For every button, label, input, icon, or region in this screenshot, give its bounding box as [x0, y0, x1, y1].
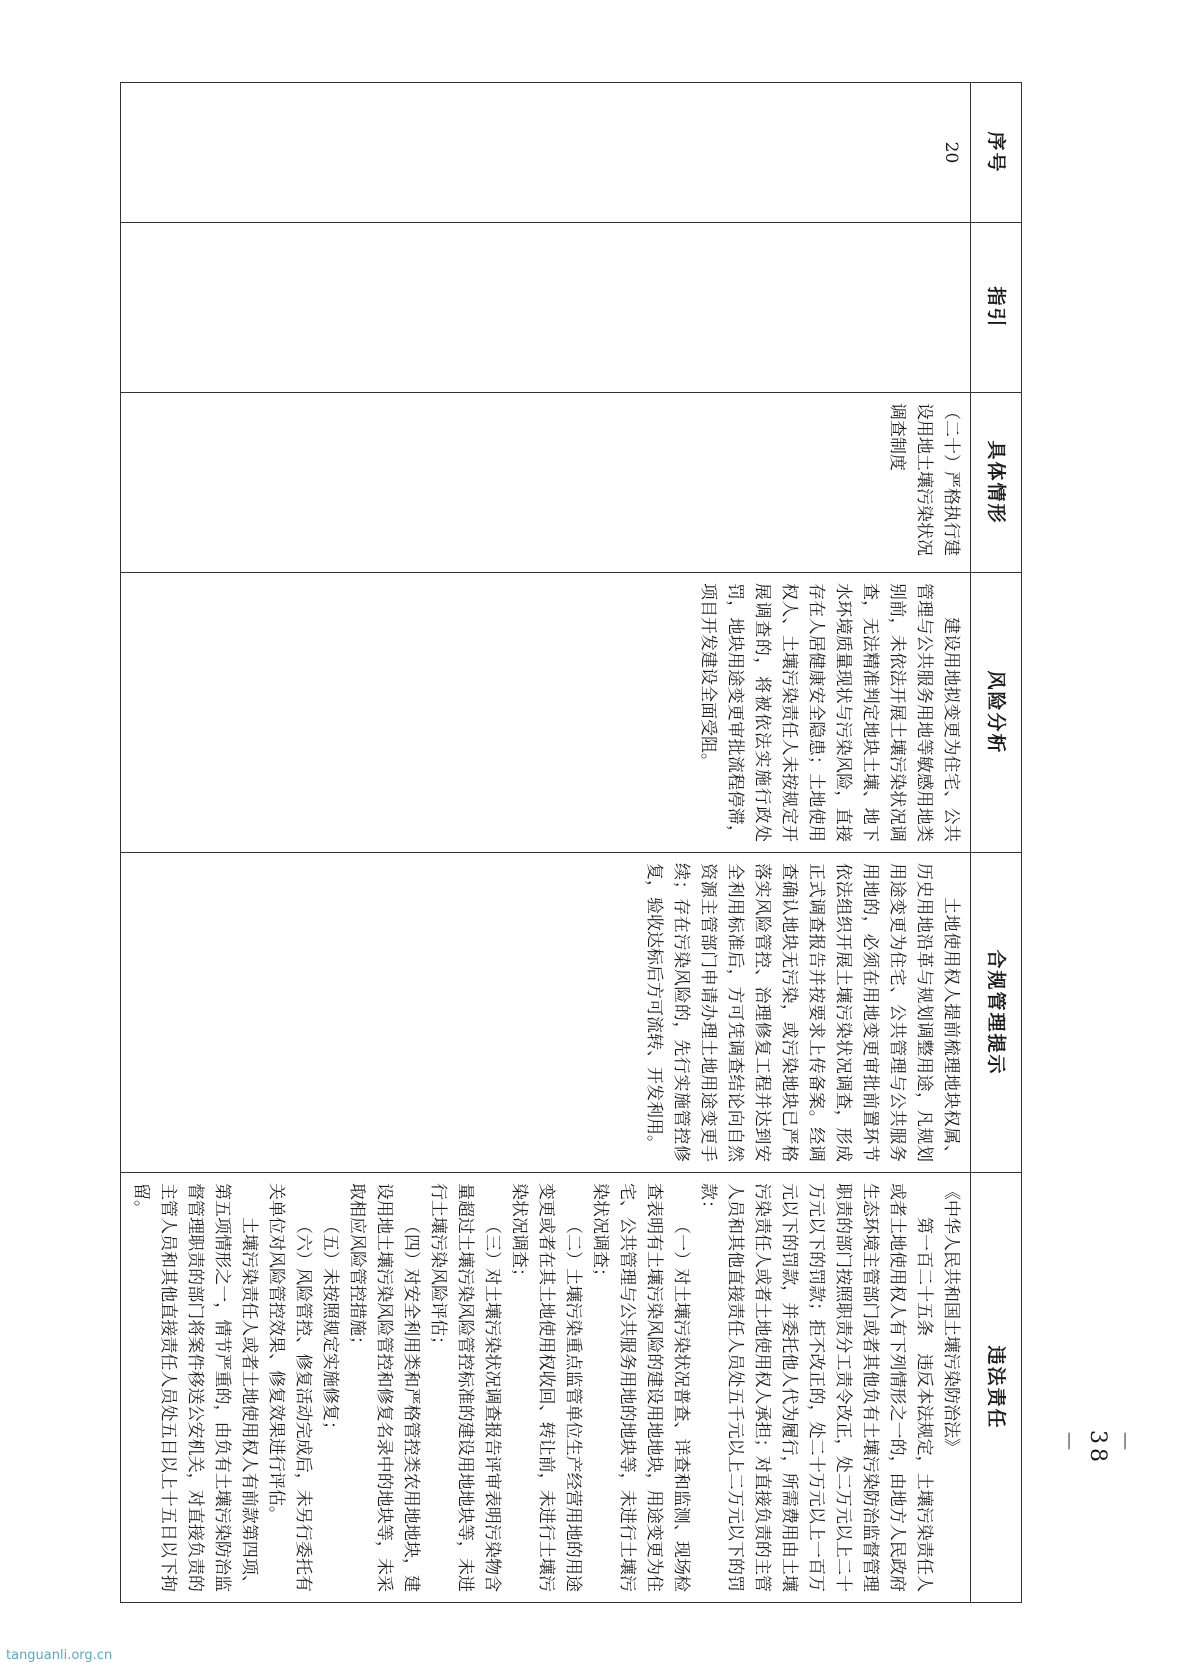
table-row: [121, 83, 971, 1603]
rotated-table-wrapper: [131, 82, 1022, 1602]
liability-paragraph: 第一百二十五条 违反本法规定，土壤污染责任人或者土地使用权人有下列情形之一的，由地方人民政府生态环境主管部门或者其他负有土壤污染防治监督管理职责的部门按照职责分工责令改正，处二万元以上二十万元以下的罚款；拒不改正的，处二十万元以上一百万元以下的罚款，并委托他人代为履行，所需费用由土壤污染责任人或者土地使用权人承担；对直接负责的主管人员和其他直接责任人员处五千元以上二万元以下的罚款：: [698, 1183, 934, 1592]
cell-tips: 土地使用权人提前梳理地块权属、历史用地沿革与规划调整用途，凡规划用途变更为住宅、公共管理与公共服务用地的，必须在用地变更审批前置环节依法组织开展土壤污染状况调查，形成正式调查报告并按要求上传备案。经调查确认地块无污染，或污染地块已严格落实风险管控、治理修复工程并达到安全利用标准后，方可凭调查结论向自然资源主管部门申请办理土地用途变更手续；存在污染风险的，先行实施管控修复，验收达标后方可流转、开发利用。: [121, 853, 971, 1173]
liability-paragraph: （二）土壤污染重点监管单位生产经营用地的用途变更或者在其土地使用权收回、转让前，未进行土壤污染状况调查；: [509, 1183, 583, 1592]
liability-paragraph: （一）对土壤污染状况普查、详查和监测、现场检查表明有土壤污染风险的建设用地地块，用途变更为住宅、公共管理与公共服务用地的地块等，未进行土壤污染状况调查；: [590, 1183, 691, 1592]
header-risk: 风险分析: [971, 573, 1022, 853]
table-header-row: [971, 83, 1022, 1603]
liability-paragraph: （四）对安全利用类和严格管控类农用地地块，建设用地土壤污染风险管控和修复名录中的地块等，未采取相应风险管控措施；: [347, 1183, 421, 1592]
cell-guide: [121, 223, 971, 393]
regulation-table: [120, 82, 1022, 1603]
cell-risk: 建设用地拟变更为住宅、公共管理与公共服务用地等敏感用地类别前，未依法开展土壤污染状况调查，无法精准判定地块土壤、地下水环境质量现状与污染风险，直接存在人居健康安全隐患；土地使用权人、土壤污染责任人未按规定开展调查的，将被依法实施行政处罚，地块用途变更审批流程停滞，项目开发建设全面受阻。: [121, 573, 971, 853]
header-tips: 合规管理提示: [971, 853, 1022, 1173]
page-number: － 38 －: [1055, 1430, 1137, 1466]
watermark-text: tanguanli.org.cn: [6, 1648, 113, 1663]
cell-liability: [121, 1173, 971, 1603]
header-liability: 违法责任: [971, 1173, 1022, 1603]
header-seq: 序号: [971, 83, 1022, 223]
liability-paragraph: （三）对土壤污染状况调查报告评审表明污染物含量超过土壤污染风险管控标准的建设用地地块等，未进行土壤污染风险评估；: [428, 1183, 502, 1592]
liability-paragraph: （五）未按照规定实施修复；: [320, 1217, 340, 1438]
cell-case: （二十）严格执行建设用地土壤污染状况调查制度: [121, 393, 971, 573]
liability-paragraph: 土壤污染责任人或者土地使用权人有前款第四项、第五项情形之一，情节严重的，由负有土壤污染防治监督管理职责的部门将案件移送公安机关，对直接负责的主管人员和其他直接责任人员处五日以上十五日以下拘留。: [131, 1183, 259, 1592]
cell-seq: 20: [121, 83, 971, 223]
header-case: 具体情形: [971, 393, 1022, 573]
liability-paragraph: （六）风险管控、修复活动完成后，未另行委托有关单位对风险管控效果、修复效果进行评估。: [266, 1183, 313, 1592]
liability-source: 《中华人民共和国土壤污染防治法》: [941, 1183, 961, 1455]
header-guide: 指引: [971, 223, 1022, 393]
